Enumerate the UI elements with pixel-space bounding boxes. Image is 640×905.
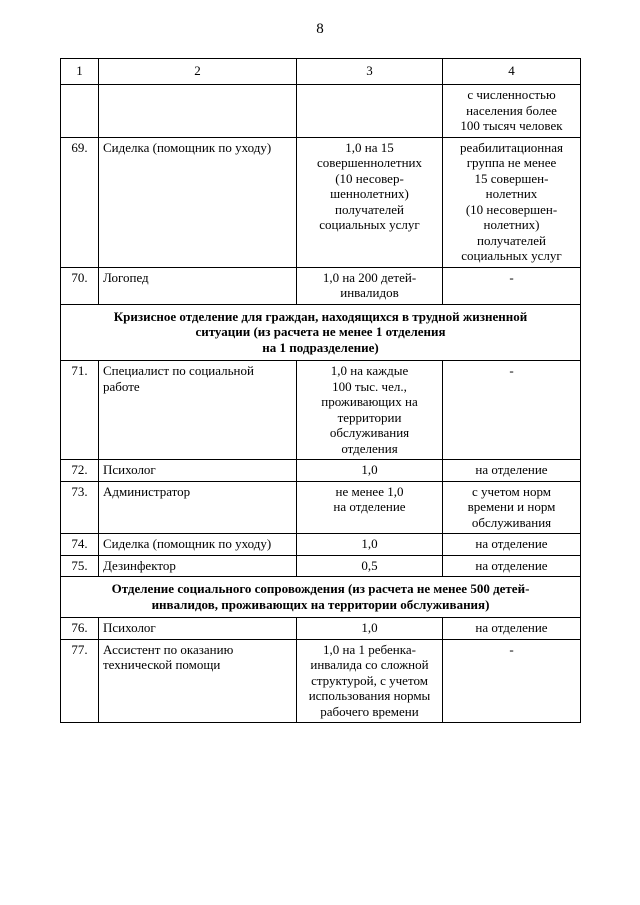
section-title-line: Кризисное отделение для граждан, находящихся в трудной жизненной (113, 308, 528, 324)
position-name (99, 639, 297, 723)
staffing-norm-line: 1,0 на 15 (345, 139, 394, 155)
staffing-norm-line: не менее 1,0 (335, 483, 404, 499)
position-name-line: Психолог (103, 620, 156, 635)
position-name (99, 481, 297, 534)
position-name (99, 618, 297, 640)
staffing-norm-line (301, 87, 438, 103)
note-line: нолетних (485, 186, 538, 201)
position-name (99, 137, 297, 267)
table-row (61, 639, 581, 723)
section-header-row (61, 304, 581, 361)
note-line: 100 тысяч человек (460, 118, 563, 133)
staffing-norm (297, 639, 443, 723)
staffing-norm-line: получателей (335, 201, 404, 217)
note (443, 460, 581, 482)
table-row (61, 481, 581, 534)
staffing-norm-line: 100 тыс. чел., (332, 378, 407, 394)
note (443, 361, 581, 460)
staffing-norm-line: 0,5 (361, 557, 378, 573)
staffing-norm-line: (10 несовер- (335, 170, 404, 186)
staffing-norm (297, 267, 443, 304)
note-line: - (509, 363, 514, 378)
section-title-line: инвалидов, проживающих на территории обслуживания) (151, 596, 490, 612)
note-line: обслуживания (471, 514, 552, 530)
position-name (99, 267, 297, 304)
table-row (61, 534, 581, 556)
note (443, 85, 581, 138)
note-line: времени и норм (467, 499, 556, 514)
note-line: на отделение (475, 620, 548, 635)
note (443, 555, 581, 577)
staffing-norm-line: использования нормы (308, 688, 431, 703)
note-line: нолетних) (483, 217, 540, 232)
row-number: 76. (61, 618, 99, 640)
table-row (61, 618, 581, 640)
table-row (61, 361, 581, 460)
position-name-line: работе (103, 378, 140, 394)
table-row (61, 267, 581, 304)
row-number: 73. (61, 481, 99, 534)
table-row (61, 460, 581, 482)
staffing-norm-line: совершеннолетних (317, 155, 422, 170)
staffing-norm-line: 1,0 (361, 462, 378, 477)
position-name-line (103, 87, 292, 103)
staffing-table (60, 58, 581, 723)
staffing-norm-line: 1,0 на 1 ребенка- (323, 641, 416, 657)
position-name-line: Психолог (103, 462, 156, 477)
row-number: 77. (61, 639, 99, 723)
note-line: - (509, 641, 514, 657)
column-header-1: 1 (61, 59, 99, 85)
note-line: с численностью (467, 87, 556, 102)
note (443, 534, 581, 556)
staffing-norm-line: проживающих на (321, 394, 418, 409)
staffing-norm-line: 1,0 (361, 620, 378, 635)
section-title-line: на 1 подразделение) (262, 339, 379, 355)
table-row (61, 85, 581, 138)
staffing-norm (297, 534, 443, 556)
staffing-norm-line: шеннолетних) (330, 186, 409, 201)
staffing-norm (297, 361, 443, 460)
note-line: 15 совершен- (474, 170, 549, 186)
page-number: 8 (316, 21, 324, 37)
note-line: реабилитационная (460, 139, 563, 155)
position-name (99, 555, 297, 577)
position-name-line: Сиделка (помощник по уходу) (103, 536, 272, 551)
staffing-norm-line: 1,0 на каждые (330, 363, 409, 378)
row-number: 72. (61, 460, 99, 482)
note (443, 618, 581, 640)
row-number (61, 85, 99, 138)
section-title (61, 577, 581, 618)
staffing-norm-line: 1,0 на 200 детей- (322, 269, 417, 285)
position-name (99, 85, 297, 138)
staffing-norm (297, 137, 443, 267)
position-name (99, 534, 297, 556)
staffing-norm-line: рабочего времени (320, 703, 419, 719)
section-title-line: Отделение социального сопровождения (из расчета не менее 500 детей- (111, 581, 530, 596)
staffing-norm-line: отделения (341, 440, 398, 456)
row-number: 70. (61, 267, 99, 304)
note (443, 481, 581, 534)
table-row (61, 137, 581, 267)
staffing-norm (297, 460, 443, 482)
row-number: 74. (61, 534, 99, 556)
note-line: на отделение (475, 536, 548, 551)
table-header-row (61, 59, 581, 85)
position-name (99, 361, 297, 460)
column-header-4: 4 (443, 59, 581, 85)
note (443, 267, 581, 304)
note-line: - (509, 269, 514, 285)
section-title-line: ситуации (из расчета не менее 1 отделения (195, 324, 446, 339)
row-number: 71. (61, 361, 99, 460)
note (443, 137, 581, 267)
position-name-line: Дезинфектор (103, 557, 176, 573)
staffing-norm-line: территории (337, 409, 402, 425)
staffing-norm (297, 555, 443, 577)
staffing-norm-line: инвалидов (340, 285, 399, 300)
note-line: группа не менее (466, 155, 557, 170)
table-row (61, 555, 581, 577)
staffing-norm-line: на отделение (333, 499, 406, 514)
position-name (99, 460, 297, 482)
note-line: на отделение (475, 462, 548, 477)
staffing-norm-line: социальных услуг (319, 217, 420, 232)
row-number: 75. (61, 555, 99, 577)
position-name-line: Администратор (103, 483, 191, 499)
staffing-norm-line: структурой, с учетом (311, 672, 428, 688)
column-header-3: 3 (297, 59, 443, 85)
section-header-row (61, 577, 581, 618)
staffing-norm-line: 1,0 (361, 536, 378, 551)
position-name-line: Логопед (103, 269, 149, 285)
staffing-norm (297, 618, 443, 640)
staffing-norm-line: инвалида со сложной (310, 657, 429, 672)
note-line: с учетом норм (471, 483, 552, 499)
staffing-norm (297, 481, 443, 534)
section-title (61, 304, 581, 361)
staffing-norm (297, 85, 443, 138)
note-line: социальных услуг (461, 248, 562, 263)
note-line: населения более (466, 102, 557, 118)
position-name-line: технической помощи (103, 657, 221, 672)
note (443, 639, 581, 723)
staffing-norm-line: обслуживания (329, 425, 410, 440)
position-name-line: Сиделка (помощник по уходу) (103, 139, 272, 155)
note-line: получателей (477, 232, 546, 248)
staffing-table-body (61, 59, 581, 723)
column-header-2: 2 (99, 59, 297, 85)
position-name-line: Специалист по социальной (103, 363, 254, 378)
note-line: (10 несовершен- (465, 201, 558, 217)
position-name-line: Ассистент по оказанию (103, 641, 234, 657)
row-number: 69. (61, 137, 99, 267)
note-line: на отделение (475, 557, 548, 573)
